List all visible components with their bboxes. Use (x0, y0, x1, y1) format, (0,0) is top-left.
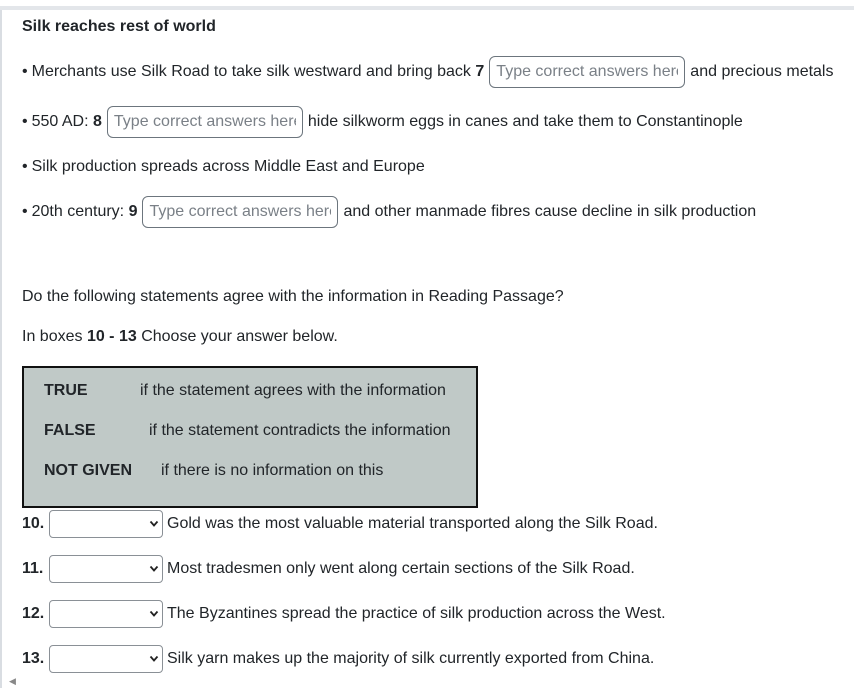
boxes-suffix: Choose your answer below. (141, 328, 338, 345)
bullet: • (22, 158, 28, 175)
question-number-8: 8 (93, 113, 102, 130)
question-row-12 (22, 600, 666, 628)
chevron-down-icon (149, 607, 159, 621)
note-line-8 (22, 108, 743, 136)
scroll-left-arrow-icon[interactable]: ◀ (9, 676, 16, 686)
question-text: Most tradesmen only went along certain sections of the Silk Road. (167, 560, 635, 577)
note-line-7 (22, 58, 833, 86)
answer-select-11[interactable] (49, 555, 163, 583)
legend-desc: if the statement agrees with the information (140, 382, 446, 399)
question-number: 12. (22, 605, 45, 622)
note-text-before: 20th century: (31, 203, 125, 220)
left-divider (0, 10, 2, 688)
note-text-after: hide silkworm eggs in canes and take them to Constantinople (307, 113, 743, 130)
answer-input-9[interactable] (142, 196, 338, 228)
answer-select-10[interactable] (49, 510, 163, 538)
chevron-down-icon (149, 562, 159, 576)
note-line-9 (22, 198, 756, 226)
boxes-range: 10 - 13 (86, 328, 137, 345)
note-text-after: and other manmade fibres cause decline in silk production (343, 203, 757, 220)
question-number: 13. (22, 650, 45, 667)
note-text-after: and precious metals (690, 63, 834, 80)
answer-input-8[interactable] (107, 106, 303, 138)
question-number-9: 9 (128, 203, 138, 220)
note-text: Silk production spreads across Middle East and Europe (31, 158, 425, 175)
answer-input-7[interactable] (489, 56, 685, 88)
legend-key: NOT GIVEN (44, 462, 133, 479)
answer-select-13[interactable] (49, 645, 163, 673)
question-text: Gold was the most valuable material transported along the Silk Road. (167, 515, 658, 532)
bullet: • (22, 203, 28, 220)
legend-key: TRUE (44, 382, 88, 399)
question-number: 11. (22, 560, 44, 577)
chevron-down-icon (149, 517, 159, 531)
instruction-question: Do the following statements agree with the information in Reading Passage? (22, 288, 564, 305)
question-text: The Byzantines spread the practice of silk production across the West. (167, 605, 666, 622)
legend-desc: if there is no information on this (161, 462, 384, 479)
question-number-7: 7 (475, 63, 485, 80)
bullet: • (22, 63, 28, 80)
question-number: 10. (22, 515, 45, 532)
legend-row-false (44, 419, 450, 443)
answer-select-12[interactable] (49, 600, 163, 628)
legend-desc: if the statement contradicts the information (149, 422, 451, 439)
note-line-spread (22, 153, 425, 181)
bullet: • (22, 113, 28, 130)
section-heading: Silk reaches rest of world (22, 18, 216, 35)
question-row-13 (22, 645, 654, 673)
note-text-before: Merchants use Silk Road to take silk westward and bring back (31, 63, 471, 80)
question-row-11 (22, 555, 635, 583)
question-row-10 (22, 510, 658, 538)
top-divider (0, 6, 854, 10)
legend-row-not-given (44, 459, 383, 483)
question-text: Silk yarn makes up the majority of silk currently exported from China. (167, 650, 655, 667)
note-text-before: 550 AD: (31, 113, 89, 130)
legend-key: FALSE (44, 422, 96, 439)
answer-key-box (22, 366, 478, 508)
instruction-boxes (22, 328, 338, 346)
chevron-down-icon (149, 652, 159, 666)
legend-row-true (44, 379, 446, 403)
boxes-prefix: In boxes (22, 328, 83, 345)
